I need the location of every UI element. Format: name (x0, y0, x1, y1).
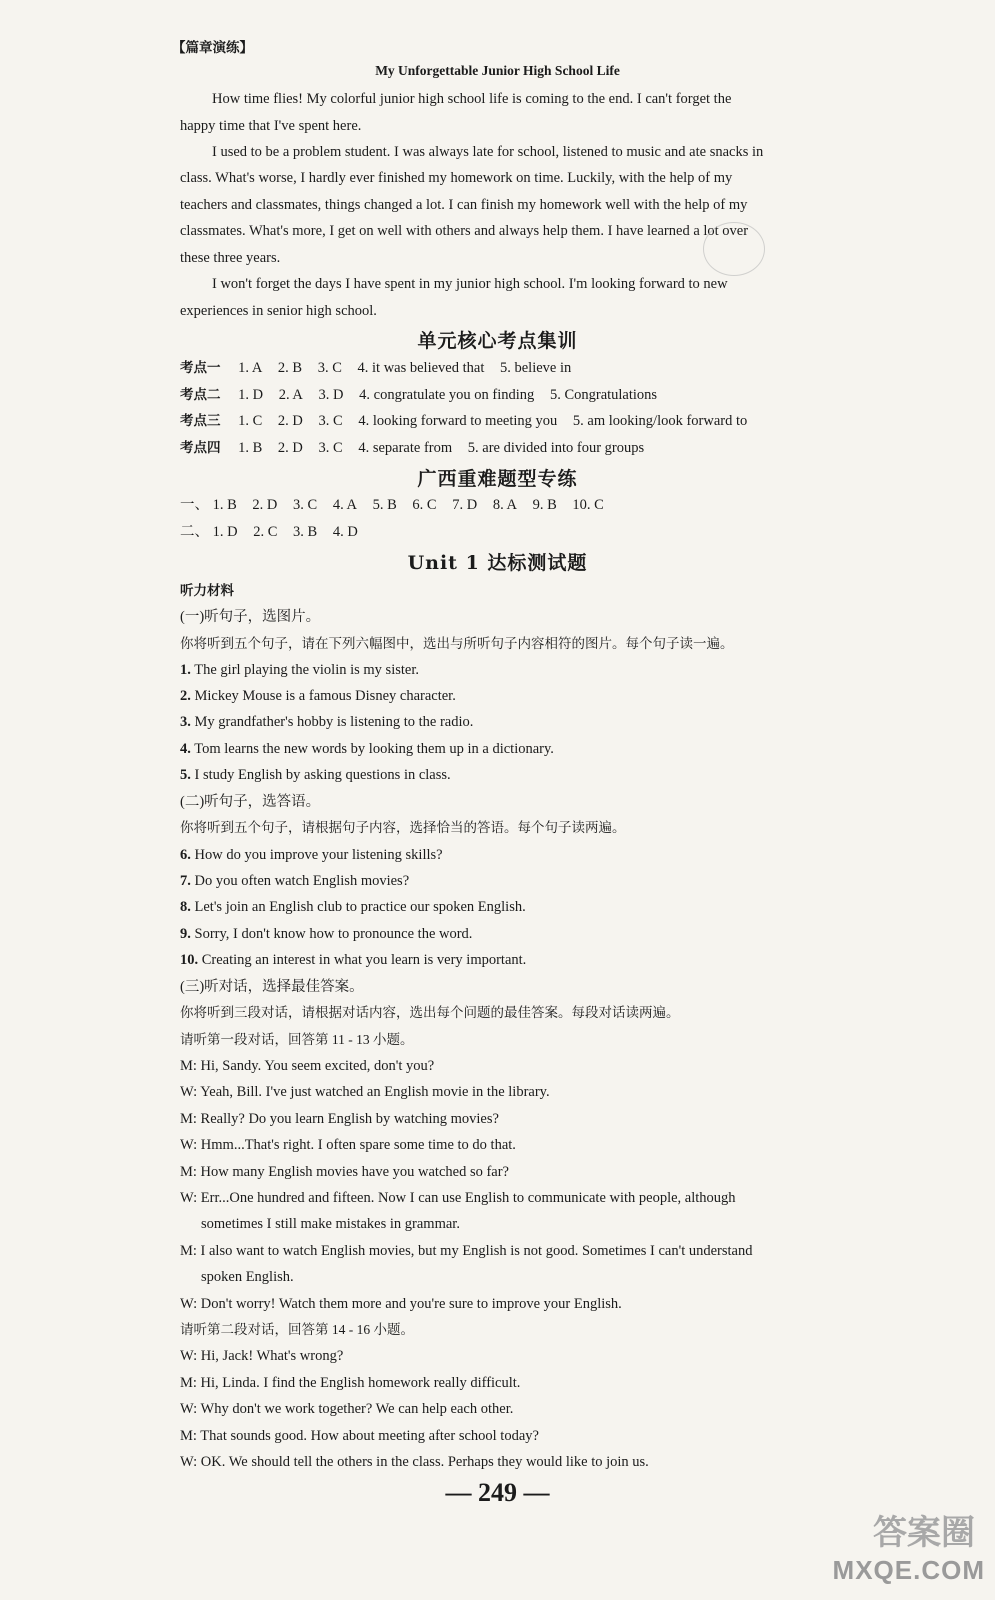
answer: 4. A (332, 497, 357, 513)
section-tag: 【篇章演练】 (172, 40, 253, 55)
essay-line: happy time that I've spent here. (180, 118, 362, 134)
dialog-line: M: Hi, Sandy. You seem excited, don't you? (180, 1058, 435, 1074)
item-text: Tom learns the new words by looking them up in a dictionary. (194, 741, 554, 757)
item-number: 4. (180, 741, 191, 757)
answer: 7. D (452, 497, 478, 513)
unit-core-title: 单元核心考点集训 (417, 330, 578, 352)
item-text: I study English by asking questions in class. (194, 767, 451, 783)
kaodian-label: 考点三 (180, 413, 221, 429)
kaodian-label: 考点二 (180, 387, 221, 403)
item-text: Creating an interest in what you learn is very important. (201, 952, 527, 968)
essay-line: How time flies! My colorful junior high school life is coming to the end. I can't forget the (212, 91, 732, 107)
item-number: 6. (180, 847, 191, 863)
dialog-line: sometimes I still make mistakes in grammar. (201, 1216, 460, 1232)
dialog-line: spoken English. (201, 1269, 294, 1285)
answer: 2. D (277, 440, 303, 456)
dialog-line: M: That sounds good. How about meeting after school today? (180, 1428, 539, 1444)
item-text: Do you often watch English movies? (194, 873, 410, 889)
part1-title: (一)听句子，选图片。 (180, 609, 321, 625)
item-number: 5. (180, 767, 191, 783)
row-label: 一、 (180, 497, 209, 513)
answer: 5. B (372, 497, 397, 513)
stamp-mark (703, 222, 765, 276)
dialog-line: W: Why don't we work together? We can help each other. (180, 1401, 514, 1417)
answer: 1. B (238, 440, 263, 456)
part2-title: (二)听句子，选答语。 (180, 794, 321, 810)
item-number: 9. (180, 926, 191, 942)
answer: 9. B (532, 497, 557, 513)
answer: 5. Congratulations (549, 387, 658, 403)
answer: 3. C (318, 440, 343, 456)
item-number: 8. (180, 899, 191, 915)
kaodian-row-4 (180, 438, 656, 458)
item-text: Let's join an English club to practice our spoken English. (194, 899, 526, 915)
essay-line: these three years. (180, 250, 281, 266)
item-text: The girl playing the violin is my sister. (194, 662, 419, 678)
item-text: My grandfather's hobby is listening to the radio. (194, 714, 474, 730)
essay-line: teachers and classmates, things changed a lot. I can finish my homework well with the help of my (180, 197, 748, 213)
listening-item (180, 712, 473, 732)
unit-test-title: Unit 1 达标测试题 (407, 552, 588, 574)
listening-item (180, 897, 526, 917)
dialog-line: W: Hmm...That's right. I often spare some time to do that. (180, 1137, 516, 1153)
dialog-line: W: Hi, Jack! What's wrong? (180, 1348, 344, 1364)
dialog-line: M: How many English movies have you watched so far? (180, 1164, 509, 1180)
part3-instructions: 你将听到三段对话，请根据对话内容，选出每个问题的最佳答案。每段对话读两遍。 (180, 1005, 680, 1020)
listening-item (180, 739, 554, 759)
dialog-line: W: Err...One hundred and fifteen. Now I can use English to communicate with people, although (180, 1190, 736, 1206)
answer: 3. D (318, 387, 344, 403)
answer: 3. C (317, 360, 342, 376)
kaodian-label: 考点四 (180, 440, 221, 456)
essay-line: class. What's worse, I hardly ever finished my homework on time. Luckily, with the help of my (180, 170, 733, 186)
answer: 4. congratulate you on finding (359, 387, 535, 403)
kaodian-row-1 (180, 358, 583, 378)
item-number: 10. (180, 952, 199, 968)
part2-instructions: 你将听到五个句子，请根据句子内容，选择恰当的答语。每个句子读两遍。 (180, 820, 626, 835)
answer: 2. A (278, 387, 303, 403)
answer: 1. D (212, 524, 238, 540)
item-number: 3. (180, 714, 191, 730)
answer: 6. C (412, 497, 437, 513)
dialog1-intro: 请听第一段对话，回答第 11 - 13 小题。 (180, 1032, 414, 1047)
answer: 8. A (492, 497, 517, 513)
listening-item (180, 686, 456, 706)
guangxi-row-1 (180, 495, 616, 515)
listening-item (180, 871, 409, 891)
answer: 1. B (212, 497, 237, 513)
answer: 4. looking forward to meeting you (358, 413, 558, 429)
answer: 3. B (293, 524, 318, 540)
answer: 4. separate from (358, 440, 453, 456)
dialog-line: M: Really? Do you learn English by watching movies? (180, 1111, 499, 1127)
answer: 2. B (277, 360, 303, 376)
answer: 5. are divided into four groups (467, 440, 645, 456)
kaodian-row-2 (180, 385, 669, 405)
item-number: 1. (180, 662, 191, 678)
essay-line: experiences in senior high school. (180, 303, 377, 319)
answer: 1. C (238, 413, 263, 429)
essay-line: I used to be a problem student. I was always late for school, listened to music and ate snacks in (212, 144, 764, 160)
item-text: Mickey Mouse is a famous Disney character. (194, 688, 456, 704)
part1-instructions: 你将听到五个句子，请在下列六幅图中，选出与所听句子内容相符的图片。每个句子读一遍。 (180, 636, 734, 651)
answer: 1. D (238, 387, 264, 403)
dialog2-intro: 请听第二段对话，回答第 14 - 16 小题。 (180, 1322, 414, 1337)
answer: 4. D (332, 524, 358, 540)
guangxi-title: 广西重难题型专练 (417, 468, 578, 490)
kaodian-label: 考点一 (180, 360, 221, 376)
item-number: 7. (180, 873, 191, 889)
listening-item (180, 660, 419, 680)
page-number: — 249 — (445, 1478, 550, 1507)
watermark-url: MXQE.COM (832, 1555, 985, 1585)
answer: 1. A (238, 360, 263, 376)
listening-item (180, 950, 526, 970)
kaodian-row-3 (180, 411, 759, 431)
answer: 5. am looking/look forward to (572, 413, 748, 429)
dialog-line: W: OK. We should tell the others in the class. Perhaps they would like to join us. (180, 1454, 649, 1470)
essay-line: I won't forget the days I have spent in my junior high school. I'm looking forward to new (212, 276, 728, 292)
item-text: How do you improve your listening skills? (194, 847, 443, 863)
listening-label: 听力材料 (180, 583, 234, 598)
answer: 3. C (293, 497, 318, 513)
row-label: 二、 (180, 524, 209, 540)
guangxi-row-2 (180, 522, 370, 542)
answer: 2. D (252, 497, 278, 513)
dialog-line: M: I also want to watch English movies, but my English is not good. Sometimes I can't understand (180, 1243, 753, 1259)
essay-title: My Unforgettable Junior High School Life (375, 63, 620, 78)
listening-item (180, 924, 472, 944)
dialog-line: W: Yeah, Bill. I've just watched an English movie in the library. (180, 1084, 550, 1100)
item-text: Sorry, I don't know how to pronounce the word. (194, 926, 473, 942)
answer: 2. C (253, 524, 278, 540)
answer: 4. it was believed that (357, 360, 485, 376)
listening-item (180, 765, 451, 785)
part3-title: (三)听对话，选择最佳答案。 (180, 979, 364, 995)
watermark-logo: 答案圈 (873, 1513, 975, 1553)
dialog-line: W: Don't worry! Watch them more and you're sure to improve your English. (180, 1296, 622, 1312)
dialog-line: M: Hi, Linda. I find the English homework really difficult. (180, 1375, 521, 1391)
answer: 5. believe in (499, 360, 572, 376)
answer: 2. D (277, 413, 303, 429)
item-number: 2. (180, 688, 191, 704)
answer: 3. C (318, 413, 343, 429)
answer: 10. C (572, 497, 604, 513)
essay-line: classmates. What's more, I get on well with others and always help them. I have learned a lot over (180, 223, 749, 239)
listening-item (180, 845, 443, 865)
